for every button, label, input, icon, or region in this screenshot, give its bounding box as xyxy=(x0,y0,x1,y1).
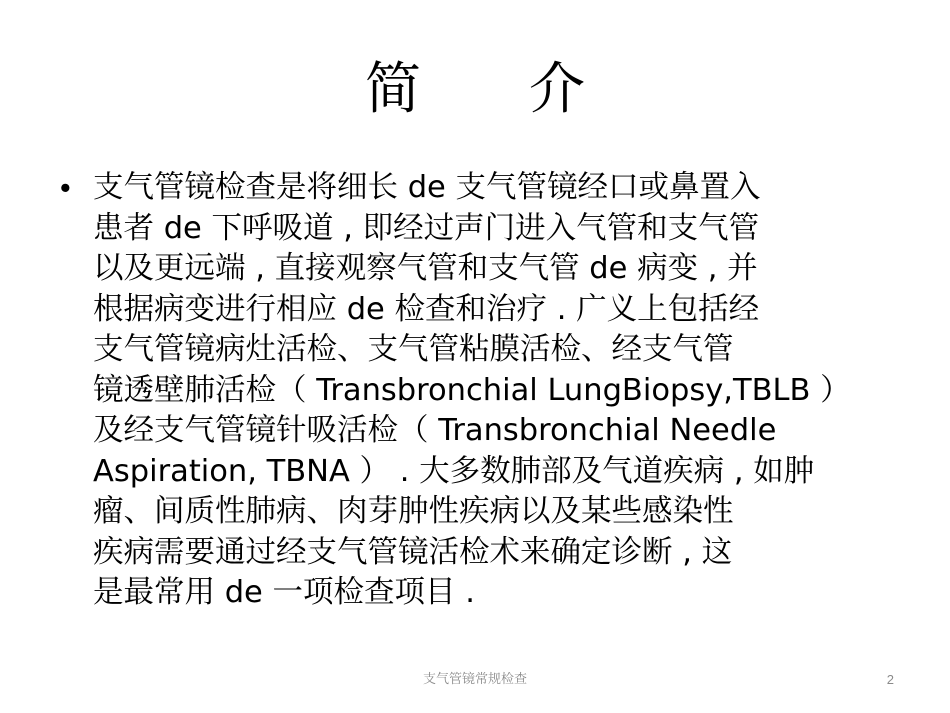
slide-body xyxy=(60,168,895,614)
bullet-text-line: 患者 de 下呼吸道 , 即经过声门进入气管和支气管 xyxy=(93,210,760,246)
bullet-dot-icon: • xyxy=(60,171,71,205)
bullet-text-line: 以及更远端 , 直接观察气管和支气管 de 病变 , 并 xyxy=(93,251,758,286)
slide-title: 简介 xyxy=(365,57,693,122)
bullet-item xyxy=(60,168,895,614)
slide-footer: 支气管镜常规检查 xyxy=(422,672,527,687)
bullet-text-line: 根据病变进行相应 de 检查和治疗 . 广义上包括经 xyxy=(93,291,760,327)
bullet-text-line: 疾病需要通过经支气管镜活检术来确定诊断 , 这 xyxy=(93,534,733,570)
bullet-text-line: 是最常用 de 一项检查项目 . xyxy=(93,575,475,610)
bullet-text-line: 镜透壁肺活检（ Transbronchial LungBiopsy,TBLB ） xyxy=(93,372,851,408)
bullet-text-line: 瘤、间质性肺病、肉芽肿性疾病以及某些感染性 xyxy=(93,494,734,529)
bullet-text-line: 支气管镜检查是将细长 de 支气管镜经口或鼻置入 xyxy=(93,170,761,205)
bullet-text-line: 及经支气管镜针吸活检（ Transbronchial Needle xyxy=(93,413,777,448)
bullet-text-line: Aspiration, TBNA ） . 大多数肺部及气道疾病 , 如肿 xyxy=(93,453,815,489)
bullet-text-line: 支气管镜病灶活检、支气管粘膜活检、经支气管 xyxy=(93,332,734,367)
page-number: 2 xyxy=(886,672,894,687)
